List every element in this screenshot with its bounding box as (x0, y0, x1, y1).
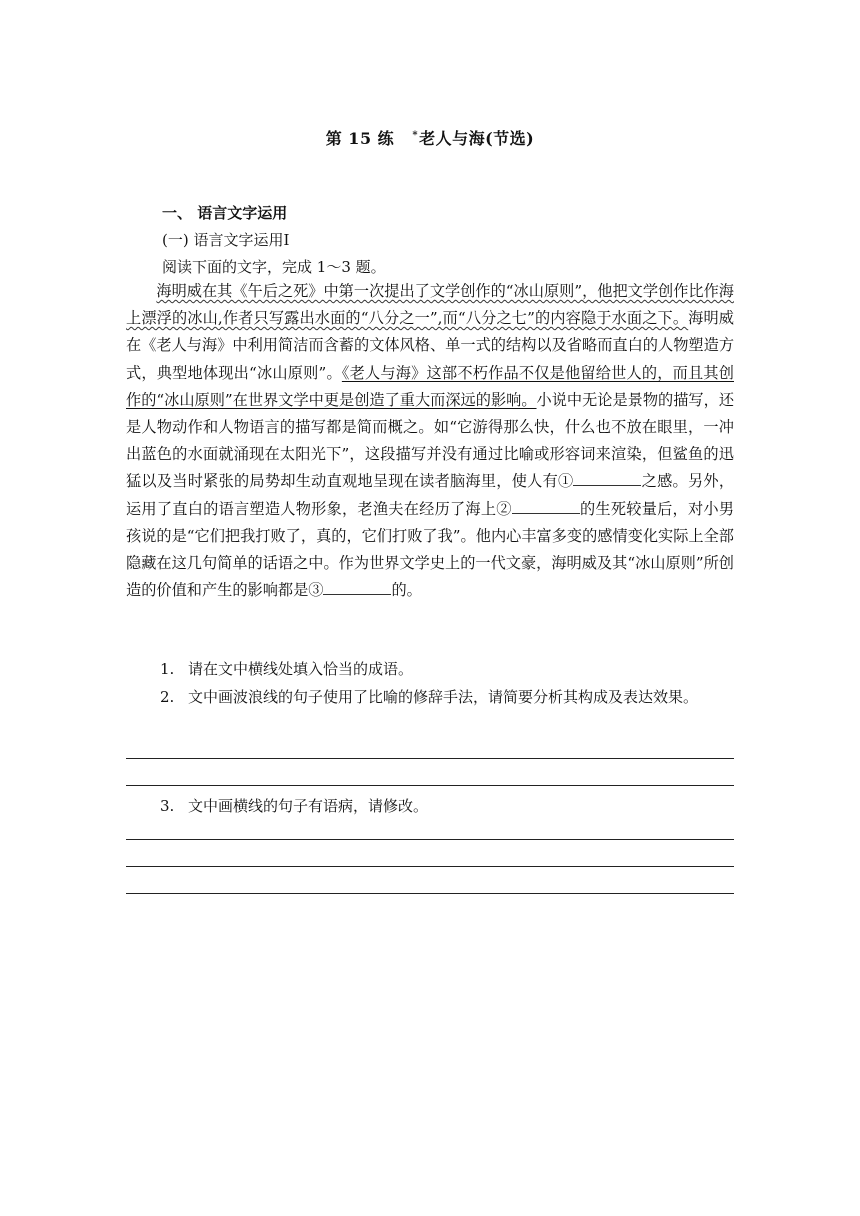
question-2 (126, 684, 734, 711)
question-number: 1. (160, 660, 175, 678)
question-1 (126, 656, 734, 683)
passage-text: 的。 (391, 581, 422, 600)
reading-passage (126, 278, 734, 604)
section-subheading: (一) 语言文字运用Ⅰ (162, 231, 290, 249)
question-text: 文中画波浪线的句子使用了比喻的修辞手法，请简要分析其构成及表达效果。 (188, 688, 699, 706)
answer-line[interactable] (126, 839, 734, 840)
question-number: 3. (160, 797, 175, 815)
page-title (0, 126, 860, 149)
section-heading: 一、 语言文字运用 (162, 204, 288, 222)
answer-line[interactable] (126, 893, 734, 894)
passage-text: 海明威在《老人与海》中利用简洁而含蓄的文体风格、单一式的结构以及省略而直白的人物塑造方式，典型地体现出“冰山原则”。 (126, 309, 734, 382)
fill-blank-1[interactable] (573, 471, 641, 486)
blank-label: ① (558, 472, 574, 491)
answer-line[interactable] (126, 866, 734, 867)
question-text: 文中画横线的句子有语病，请修改。 (188, 797, 429, 815)
passage-text: 小说中无论是景物的描写，还是人物动作和人物语言的描写都是简而概之。如“它游得那么快，什么也不放在眼里，一冲出蓝色的水面就涌现在太阳光下”，这段描写并没有通过比喻或形容词来渲染，但鲨鱼的迅猛以及当时紧张的局势却生动直观地呈现在读者脑海里，使人有 (126, 390, 734, 491)
underlined-sentence: 《老人与海》这部不朽作品不仅是他留给世人的，而且其创作的“冰山原则”在世界文学中更是创造了重大而深远的影响。 (126, 363, 734, 409)
question-text: 请在文中横线处填入恰当的成语。 (188, 660, 414, 678)
passage-paragraph (126, 278, 734, 604)
passage-text: 之感。另外，运用了直白的语言塑造人物形象，老渔夫在经历了海上 (126, 472, 735, 518)
blank-label: ② (496, 499, 512, 518)
exercise-name: 老人与海(节选) (419, 129, 535, 148)
optional-mark: * (412, 129, 419, 141)
question-3 (126, 793, 734, 820)
passage-text: 的生死较量后，对小男孩说的是“它们把我打败了，真的，它们打败了我”。他内心丰富多变的感情变化实际上全部隐藏在这几句简单的话语之中。作为世界文学史上的一代文豪，海明威及其“冰山原则”所创造的价值和产生的影响都是 (126, 499, 735, 600)
answer-line[interactable] (126, 758, 734, 759)
wavy-underlined-sentence: 海明威在其《午后之死》中第一次提出了文学创作的“冰山原则”，他把文学创作比作海上漂浮的冰山,作者只写露出水面的“八分之一”,而“八分之七”的内容隐于水面之下。 (126, 282, 734, 328)
section-instruction: 阅读下面的文字，完成 1～3 题。 (162, 258, 386, 276)
blank-label: ③ (308, 581, 324, 600)
question-number: 2. (160, 688, 175, 706)
answer-line[interactable] (126, 785, 734, 786)
exercise-number: 第 15 练 (325, 129, 395, 148)
fill-blank-3[interactable] (323, 580, 391, 595)
fill-blank-2[interactable] (512, 499, 580, 514)
